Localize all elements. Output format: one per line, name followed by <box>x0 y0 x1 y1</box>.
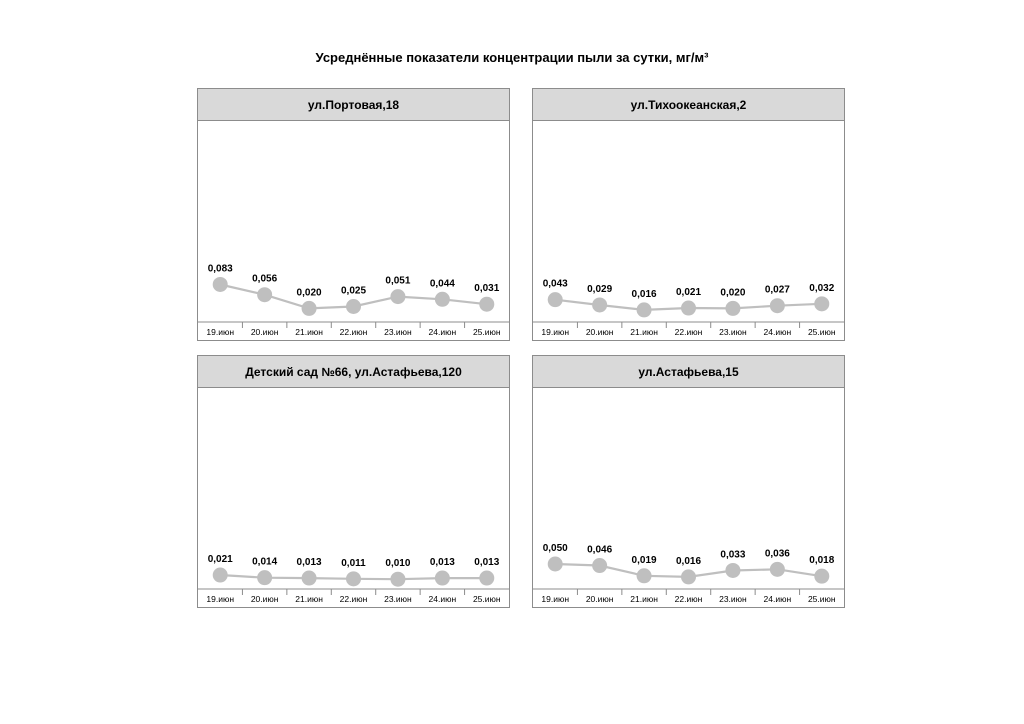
data-label: 0,056 <box>252 273 278 285</box>
data-point <box>213 568 228 583</box>
x-tick-label: 23.июн <box>384 594 412 604</box>
chart-plot <box>198 387 509 607</box>
data-point <box>435 292 450 307</box>
data-label: 0,020 <box>720 287 746 299</box>
x-tick-label: 25.июн <box>472 594 501 604</box>
data-point <box>770 562 785 577</box>
chart-title: ул.Портовая,18 <box>198 89 509 121</box>
data-label: 0,013 <box>429 557 455 569</box>
chart-title: Детский сад №66, ул.Астафьева,120 <box>198 356 509 388</box>
data-label: 0,043 <box>542 278 568 290</box>
data-label: 0,014 <box>252 556 278 568</box>
data-label: 0,051 <box>385 275 411 287</box>
data-point <box>814 569 829 584</box>
data-point <box>592 297 607 312</box>
data-label: 0,027 <box>764 284 790 296</box>
x-tick-label: 25.июн <box>807 327 836 337</box>
data-label: 0,021 <box>675 287 702 299</box>
x-tick-label: 21.июн <box>630 327 658 337</box>
data-point <box>346 299 361 314</box>
data-label: 0,019 <box>631 554 657 566</box>
data-label: 0,031 <box>474 283 500 295</box>
x-tick-label: 20.июн <box>250 327 279 337</box>
data-point <box>548 557 563 572</box>
data-point <box>637 302 652 317</box>
data-label: 0,010 <box>385 558 411 570</box>
page-title: Усреднённые показатели концентрации пыли за сутки, мг/м³ <box>315 50 709 65</box>
x-tick-label: 19.июн <box>206 594 235 604</box>
chart-plot <box>533 120 844 340</box>
data-label: 0,046 <box>587 544 613 556</box>
data-point <box>681 301 696 316</box>
data-point <box>257 287 272 302</box>
x-tick-label: 20.июн <box>585 327 614 337</box>
x-tick-label: 19.июн <box>541 327 570 337</box>
x-tick-label: 21.июн <box>295 327 323 337</box>
data-label: 0,036 <box>764 548 790 560</box>
x-tick-label: 23.июн <box>384 327 412 337</box>
data-point <box>770 298 785 313</box>
x-tick-label: 22.июн <box>674 594 703 604</box>
data-label: 0,025 <box>340 285 367 297</box>
x-tick-label: 23.июн <box>719 327 747 337</box>
x-tick-label: 21.июн <box>295 594 323 604</box>
data-label: 0,021 <box>207 554 233 566</box>
chart-title: ул.Тихоокеанская,2 <box>533 89 844 121</box>
data-point <box>725 301 740 316</box>
data-point <box>435 571 450 586</box>
data-point <box>346 571 361 586</box>
data-label: 0,016 <box>675 555 702 567</box>
x-tick-label: 20.июн <box>250 594 279 604</box>
data-point <box>479 297 494 312</box>
x-tick-label: 22.июн <box>339 327 368 337</box>
data-label: 0,020 <box>296 287 322 299</box>
x-tick-label: 25.июн <box>472 327 501 337</box>
x-tick-label: 19.июн <box>206 327 235 337</box>
data-label: 0,044 <box>429 278 455 290</box>
chart-plot <box>533 387 844 607</box>
chart-title: ул.Астафьева,15 <box>533 356 844 388</box>
data-point <box>213 277 228 292</box>
data-label: 0,013 <box>296 557 322 569</box>
data-label: 0,016 <box>631 288 657 300</box>
data-point <box>681 569 696 584</box>
data-point <box>390 572 405 587</box>
x-tick-label: 23.июн <box>719 594 747 604</box>
data-point <box>302 571 317 586</box>
chart-plot <box>198 120 509 340</box>
data-point <box>814 296 829 311</box>
x-tick-label: 22.июн <box>339 594 368 604</box>
data-label: 0,029 <box>587 283 613 295</box>
x-tick-label: 25.июн <box>807 594 836 604</box>
chart-panel-detsad-66 <box>197 355 510 608</box>
data-label: 0,018 <box>809 555 835 567</box>
x-tick-label: 24.июн <box>763 594 792 604</box>
chart-panel-tikhookeanskaya <box>532 88 845 341</box>
data-label: 0,013 <box>474 557 500 569</box>
data-label: 0,011 <box>341 557 366 569</box>
x-tick-label: 22.июн <box>674 327 703 337</box>
chart-panel-portovaya <box>197 88 510 341</box>
x-tick-label: 19.июн <box>541 594 570 604</box>
data-label: 0,032 <box>809 282 835 294</box>
data-label: 0,033 <box>720 549 746 561</box>
chart-panel-astafyeva-15 <box>532 355 845 608</box>
data-label: 0,083 <box>207 263 233 275</box>
x-tick-label: 24.июн <box>763 327 792 337</box>
data-point <box>302 301 317 316</box>
x-tick-label: 21.июн <box>630 594 658 604</box>
data-label: 0,050 <box>542 543 568 554</box>
data-point <box>548 292 563 307</box>
data-point <box>479 571 494 586</box>
data-point <box>592 558 607 573</box>
x-tick-label: 24.июн <box>428 594 457 604</box>
data-point <box>637 568 652 583</box>
x-tick-label: 20.июн <box>585 594 614 604</box>
data-point <box>725 563 740 578</box>
x-tick-label: 24.июн <box>428 327 457 337</box>
data-point <box>257 570 272 585</box>
data-point <box>390 289 405 304</box>
